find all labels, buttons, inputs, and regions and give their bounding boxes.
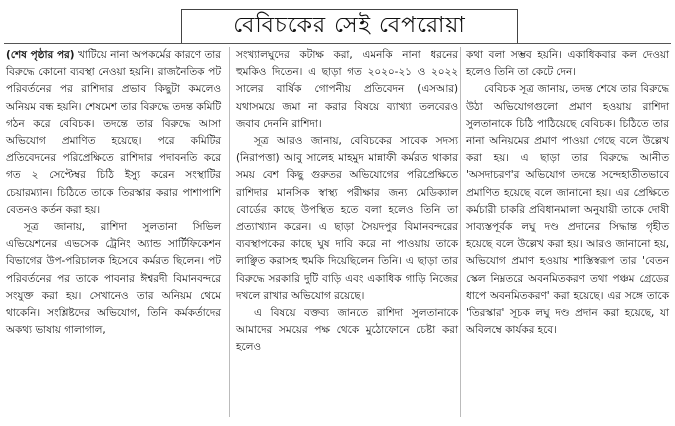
column-1-paragraph-1	[6, 47, 221, 219]
article-column-1	[6, 47, 221, 339]
article-column-2	[236, 47, 458, 357]
article-column-3	[466, 47, 669, 339]
headline-frame	[181, 9, 518, 44]
column-2-paragraph-2: সূত্র আরও জানায়, বেবিচকের সাবেক সদস্য (নিরাপত্তা) আবু সালেহ মাহমুদ মান্নাফী কর্মরত থাকার সময় বেশ কিছু গুরুতর অভিযোগের পরিপ্রেক্ষিতে রাশিদার মানসিক স্বাস্থ্য পরীক্ষার জন্য মেডিক্যাল বোর্ডের কাছে উপস্থিত হতে বলা হলেও তিনি তা প্রত্যাখ্যান করেন। এ ছাড়া সৈয়দপুর বিমানবন্দরের ব্যবস্থাপকের কাছে ঘুষ দাবি করে না পাওয়ায় তাকে লাঞ্ছিত করাসহ হুমকি দিয়েছিলেন তিনি। এ ছাড়া তার বিরুদ্ধে সরকারি দুটি বাড়ি এবং একাধিক গাড়ি নিজের দখলে রাখার অভিযোগ রয়েছে।	[236, 135, 458, 302]
column-3-paragraph-1: কথা বলা সম্ভব হয়নি। একাধিকবার কল দেওয়া হলেও তিনি তা কেটে দেন।	[466, 49, 669, 79]
column-2-paragraph-1: সংখ্যালঘুদের কটাক্ষ করা, এমনকি নানা ধরনের হুমকিও দিতেন। এ ছাড়া গত ২০২০-২১ ও ২০২২ সালের বার্ষিক গোপনীয় প্রতিবেদন (এসআর) যথাসময়ে জমা না করার বিষয়ে ব্যাখ্যা তলবেরও জবাব দেননি রাশিদা।	[236, 49, 458, 130]
continuation-lead: (শেষ পৃষ্ঠার পর)	[6, 49, 75, 61]
column-separator-1	[229, 47, 230, 417]
column-1-paragraph-1-text: খাটিয়ে নানা অপকর্মের কারণে তার বিরুদ্ধে কোনো ব্যবস্থা নেওয়া হয়নি। রাজনৈতিক পট পরিবর্তনের পর রাশিদার প্রভাব কিছুটা কমলেও অনিয়ম বন্ধ হয়নি। শেষমেশ তার বিরুদ্ধে তদন্ত কমিটি গঠন করে বেবিচক। তদন্তে তার বিরুদ্ধে আসা অভিযোগ প্রমাণিত হয়েছে। পরে কমিটির প্রতিবেদনের পরিপ্রেক্ষিতে রাশিদার পদাবনতি করে গত ২ সেপ্টেম্বর চিঠি ইস্যু করেন সংস্থাটির চেয়ারম্যান। চিঠিতে তাকে তিরস্কার করার পাশাপাশি বেতনও কর্তন করা হয়।	[6, 49, 221, 216]
column-2-paragraph-3: এ বিষয়ে বক্তব্য জানতে রাশিদা সুলতানাকে আমাদের সময়ের পক্ষ থেকে মুঠোফোনে চেষ্টা করা হলেও	[236, 307, 458, 354]
headline-rule	[4, 43, 671, 44]
column-separator-2	[460, 47, 461, 417]
column-1-paragraph-2: সূত্র জানায়, রাশিদা সুলতানা সিভিল এভিয়েশনের এভসেক ট্রেনিং অ্যান্ড সার্টিফিকেশন বিভাগের উপ-পরিচালক হিসেবে কর্মরত ছিলেন। পট পরিবর্তনের পর তাকে পাবনার ঈশ্বরদী বিমানবন্দরে সংযুক্ত করা হয়। সেখানেও তার অনিয়ম থেমে থাকেনি। সংশ্লিষ্টদের অভিযোগ, তিনি কর্মকর্তাদের অকথ্য ভাষায় গালাগাল,	[6, 221, 221, 337]
column-3-paragraph-2: বেবিচক সূত্র জানায়, তদন্ত শেষে তার বিরুদ্ধে উঠা অভিযোগগুলো প্রমাণ হওয়ায় রাশিদা সুলতানাকে চিঠি পাঠিয়েছে বেবিচক। চিঠিতে তার নানা অনিয়মের প্রমাণ পাওয়া গেছে বলে উল্লেখ করা হয়। এ ছাড়া তার বিরুদ্ধে আনীত 'অসদাচরণ'র অভিযোগ তদন্তে সন্দেহাতীতভাবে প্রমাণিত হয়েছে বলে জানানো হয়। এর প্রেক্ষিতে কর্মচারী চাকরি প্রবিধানমালা অনুযায়ী তাকে দোষী সাব্যস্তপূর্বক লঘু দণ্ড প্রদানের সিদ্ধান্ত গৃহীত হয়েছে বলে উল্লেখ করা হয়। আরও জানানো হয়, অভিযোগ প্রমাণ হওয়ায় শাস্তিস্বরূপ তার 'বেতন স্কেল নিম্নতরে অবনমিতকরণ তথা পঞ্চম গ্রেডের ধাপে অবনমিতকরণ' করা হয়েছে। এর সঙ্গে তাকে 'তিরস্কার' সূচক লঘু দণ্ড প্রদান করা হয়েছে, যা অবিলম্বে কার্যকর হবে।	[466, 83, 669, 337]
headline: বেবিচকের সেই বেপরোয়া	[233, 13, 466, 38]
